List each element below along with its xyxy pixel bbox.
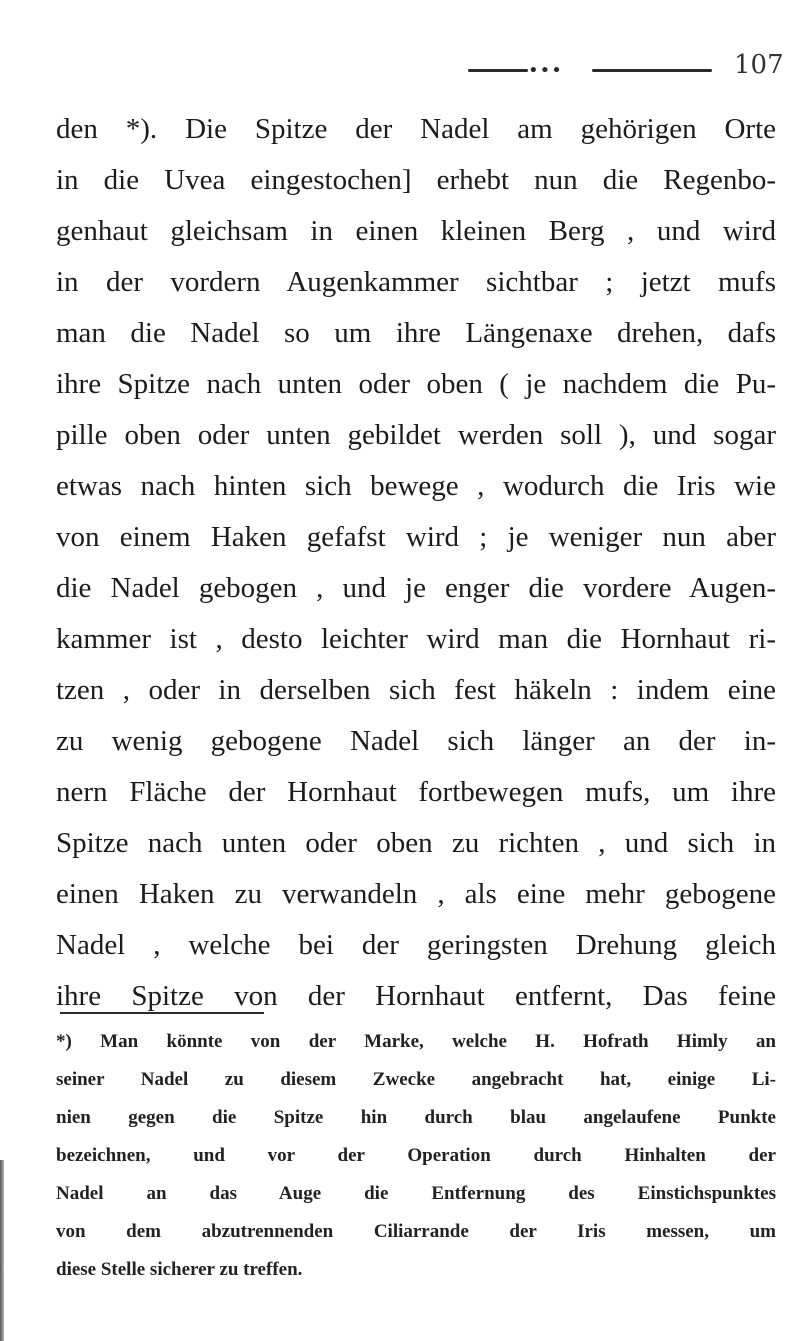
footnote-line: seiner Nadel zu diesem Zwecke angebracht hat, einige Li- — [56, 1069, 776, 1090]
footnote-line: bezeichnen, und vor der Operation durch Hinhalten der — [56, 1145, 776, 1166]
footnote-line: diese Stelle sicherer zu treffen. — [56, 1259, 303, 1280]
text-line: genhaut gleichsam in einen kleinen Berg , und wird — [56, 215, 776, 247]
footnote-line: Nadel an das Auge die Entfernung des Einstichspunktes — [56, 1183, 776, 1204]
text-line: nern Fläche der Hornhaut fortbewegen mufs, um ihre — [56, 776, 776, 808]
footnote-line: nien gegen die Spitze hin durch blau angelaufene Punkte — [56, 1107, 776, 1128]
text-line: ihre Spitze von der Hornhaut entfernt, Das feine — [56, 980, 776, 1012]
page-edge-shadow — [0, 1160, 4, 1341]
text-line: man die Nadel so um ihre Längenaxe drehen, dafs — [56, 317, 776, 349]
text-line: tzen , oder in derselben sich fest häkeln : indem eine — [56, 674, 776, 706]
footnote — [56, 1023, 776, 1289]
text-line: zu wenig gebogene Nadel sich länger an der in- — [56, 725, 776, 757]
footnote-rule — [60, 1012, 264, 1014]
text-line: pille oben oder unten gebildet werden soll ), und sogar — [56, 419, 776, 451]
main-text — [56, 104, 776, 1022]
text-line: Nadel , welche bei der geringsten Drehung gleich — [56, 929, 776, 961]
text-line: den *). Die Spitze der Nadel am gehörigen Orte — [56, 113, 776, 145]
text-line: von einem Haken gefafst wird ; je weniger nun aber — [56, 521, 776, 553]
footnote-line: *) Man könnte von der Marke, welche H. Hofrath Himly an — [56, 1031, 776, 1052]
text-line: in der vordern Augenkammer sichtbar ; jetzt mufs — [56, 266, 776, 298]
text-line: etwas nach hinten sich bewege , wodurch die Iris wie — [56, 470, 776, 502]
text-line: ihre Spitze nach unten oder oben ( je nachdem die Pu- — [56, 368, 776, 400]
text-line: kammer ist , desto leichter wird man die Hornhaut ri- — [56, 623, 776, 655]
header-rule-left — [468, 69, 528, 72]
header-ornament: ••• — [528, 60, 563, 81]
header-rule-right — [592, 69, 712, 72]
page-number: 107 — [734, 50, 784, 80]
text-line: in die Uvea eingestochen] erhebt nun die Regenbo- — [56, 164, 776, 196]
text-line: die Nadel gebogen , und je enger die vordere Augen- — [56, 572, 776, 604]
text-line: einen Haken zu verwandeln , als eine mehr gebogene — [56, 878, 776, 910]
text-line: Spitze nach unten oder oben zu richten , und sich in — [56, 827, 776, 859]
footnote-line: von dem abzutrennenden Ciliarrande der Iris messen, um — [56, 1221, 776, 1242]
